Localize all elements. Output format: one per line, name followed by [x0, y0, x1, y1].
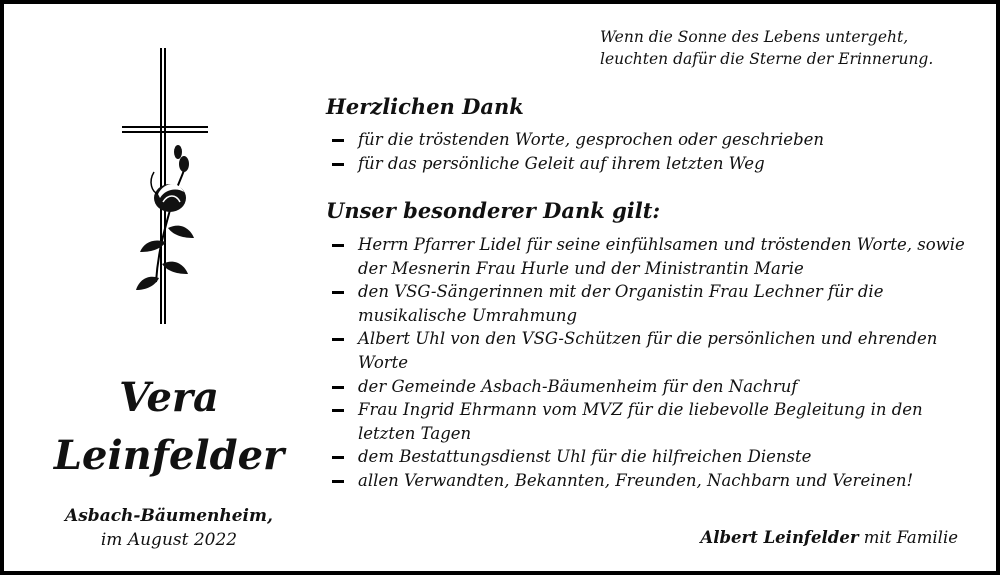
signature-name: Albert Leinfelder [700, 528, 859, 547]
list-item-line: Herrn Pfarrer Lidel für seine einfühlsamen und tröstenden Worte, sowie [358, 235, 965, 254]
thanks-heading: Herzlichen Dank [326, 94, 524, 119]
deceased-last-name: Leinfelder [53, 432, 285, 479]
signature [700, 528, 958, 547]
list-item [332, 445, 972, 469]
list-item [332, 233, 972, 280]
place: Asbach-Bäumenheim, [65, 506, 273, 526]
cross-with-rose-icon [108, 42, 218, 332]
list-item-line: Worte [358, 352, 409, 372]
list-item-line: den VSG-Sängerinnen mit der Organistin Frau Lechner für die [358, 282, 884, 302]
list-item [332, 280, 972, 327]
special-thanks-heading: Unser besonderer Dank gilt: [326, 198, 661, 223]
list-item-line: der Mesnerin Frau Hurle und der Ministrantin Marie [358, 258, 804, 278]
signature-suffix: mit Familie [863, 528, 958, 547]
special-thanks-list [332, 233, 972, 493]
thanks-list [332, 128, 972, 175]
dash-icon [332, 338, 344, 341]
list-item-line: allen Verwandten, Bekannten, Freunden, Nachbarn und Vereinen! [358, 470, 914, 490]
motto-line-2: leuchten dafür die Sterne der Erinnerung. [600, 50, 934, 68]
list-item-line: Frau Ingrid Ehrmann vom MVZ für die liebevolle Begleitung in den [358, 400, 923, 420]
list-item [332, 469, 972, 493]
list-item [332, 375, 972, 399]
list-item-line: Albert Uhl von den VSG-Schützen für die persönlichen und ehrenden [358, 329, 938, 349]
list-item-line: dem Bestattungsdienst Uhl für die hilfreichen Dienste [358, 447, 812, 467]
list-item [332, 152, 972, 176]
dash-icon [332, 386, 344, 389]
dash-icon [332, 409, 344, 412]
list-item-line: letzten Tagen [358, 423, 472, 443]
list-item [332, 128, 972, 152]
date: im August 2022 [100, 530, 238, 550]
dash-icon [332, 291, 344, 294]
motto-line-1: Wenn die Sonne des Lebens untergeht, [600, 28, 909, 46]
list-item-text: für das persönliche Geleit auf ihrem letzten Weg [358, 153, 765, 173]
deceased-first-name: Vera [119, 374, 219, 421]
dash-icon [332, 139, 344, 142]
list-item [332, 398, 972, 445]
list-item-line: der Gemeinde Asbach-Bäumenheim für den Nachruf [358, 376, 798, 396]
place-and-date [44, 504, 294, 552]
dash-icon [332, 163, 344, 166]
list-item-text: für die tröstenden Worte, gesprochen oder geschrieben [358, 130, 825, 149]
dash-icon [332, 456, 344, 459]
dash-icon [332, 480, 344, 483]
motto-quote [600, 26, 960, 70]
list-item-line: musikalische Umrahmung [358, 305, 578, 325]
list-item [332, 327, 972, 374]
dash-icon [332, 244, 344, 247]
